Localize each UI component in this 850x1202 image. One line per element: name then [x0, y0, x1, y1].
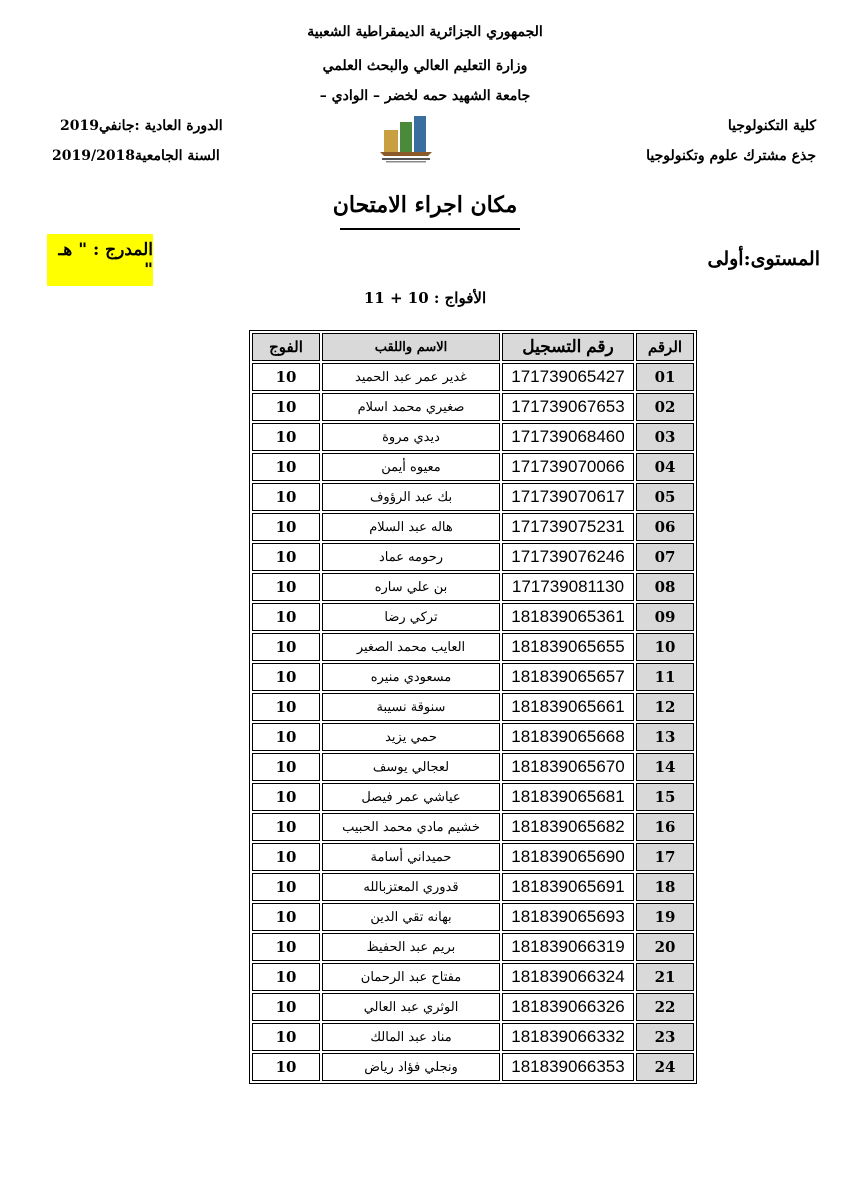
- row-number: 12: [636, 693, 694, 721]
- table-row: [252, 933, 694, 961]
- row-number: 08: [636, 573, 694, 601]
- row-group: 10: [252, 633, 320, 661]
- row-registration: 181839065670: [502, 753, 634, 781]
- header-university: جامعة الشهيد حمه لخضر – الوادي –: [319, 88, 531, 104]
- row-number: 14: [636, 753, 694, 781]
- row-registration: 181839066353: [502, 1053, 634, 1081]
- row-registration: 171739075231: [502, 513, 634, 541]
- header-ministry: وزارة التعليم العالي والبحث العلمي: [322, 58, 528, 74]
- row-group: 10: [252, 723, 320, 751]
- table-row: [252, 363, 694, 391]
- row-name: رحومه عماد: [322, 543, 500, 571]
- row-number: 09: [636, 603, 694, 631]
- row-registration: 181839065690: [502, 843, 634, 871]
- row-registration: 181839066326: [502, 993, 634, 1021]
- header-registration: رقم التسجيل: [502, 333, 634, 361]
- faculty-label: كلية التكنولوجيا: [727, 118, 816, 134]
- row-name: الوثري عبد العالي: [322, 993, 500, 1021]
- row-number: 01: [636, 363, 694, 391]
- table-row: [252, 693, 694, 721]
- row-group: 10: [252, 783, 320, 811]
- row-number: 13: [636, 723, 694, 751]
- row-name: عياشي عمر فيصل: [322, 783, 500, 811]
- row-number: 16: [636, 813, 694, 841]
- row-group: 10: [252, 423, 320, 451]
- row-name: هاله عبد السلام: [322, 513, 500, 541]
- row-name: سنوقة نسيبة: [322, 693, 500, 721]
- table-row: [252, 963, 694, 991]
- row-registration: 181839066324: [502, 963, 634, 991]
- table-row: [252, 843, 694, 871]
- row-group: 10: [252, 663, 320, 691]
- row-number: 02: [636, 393, 694, 421]
- table-row: [252, 993, 694, 1021]
- row-name: قدوري المعتزبالله: [322, 873, 500, 901]
- header-number: الرقم: [636, 333, 694, 361]
- row-registration: 171739065427: [502, 363, 634, 391]
- row-number: 21: [636, 963, 694, 991]
- row-name: بك عبد الرؤوف: [322, 483, 500, 511]
- row-registration: 181839065681: [502, 783, 634, 811]
- row-number: 24: [636, 1053, 694, 1081]
- row-number: 19: [636, 903, 694, 931]
- row-group: 10: [252, 843, 320, 871]
- table-row: [252, 1023, 694, 1051]
- row-number: 20: [636, 933, 694, 961]
- table-row: [252, 663, 694, 691]
- row-registration: 171739081130: [502, 573, 634, 601]
- row-group: 10: [252, 363, 320, 391]
- row-group: 10: [252, 933, 320, 961]
- row-group: 10: [252, 513, 320, 541]
- row-name: معيوه أيمن: [322, 453, 500, 481]
- row-name: صغيري محمد اسلام: [322, 393, 500, 421]
- row-registration: 181839065655: [502, 633, 634, 661]
- row-number: 04: [636, 453, 694, 481]
- row-name: لعجالي يوسف: [322, 753, 500, 781]
- groups-label: الأفواج : 10 + 11: [363, 289, 487, 307]
- row-name: العايب محمد الصغير: [322, 633, 500, 661]
- table-row: [252, 873, 694, 901]
- table-row: [252, 903, 694, 931]
- row-name: غدير عمر عبد الحميد: [322, 363, 500, 391]
- branch-label: جذع مشترك علوم وتكنولوجيا: [646, 148, 816, 164]
- row-group: 10: [252, 603, 320, 631]
- students-table: [249, 330, 697, 1084]
- hall-badge: المدرج : " هـ ": [47, 234, 153, 286]
- row-registration: 171739070066: [502, 453, 634, 481]
- row-number: 10: [636, 633, 694, 661]
- row-group: 10: [252, 813, 320, 841]
- header-group: الفوج: [252, 333, 320, 361]
- row-group: 10: [252, 393, 320, 421]
- row-group: 10: [252, 1023, 320, 1051]
- row-name: حميداني أسامة: [322, 843, 500, 871]
- table-row: [252, 423, 694, 451]
- row-group: 10: [252, 873, 320, 901]
- page-title: مكان اجراء الامتحان: [332, 192, 518, 218]
- row-registration: 181839066319: [502, 933, 634, 961]
- row-number: 03: [636, 423, 694, 451]
- table-row: [252, 483, 694, 511]
- university-logo-icon: [376, 112, 436, 164]
- row-registration: 181839065657: [502, 663, 634, 691]
- row-registration: 171739068460: [502, 423, 634, 451]
- row-number: 05: [636, 483, 694, 511]
- title-underline: [340, 228, 520, 230]
- row-number: 18: [636, 873, 694, 901]
- row-number: 07: [636, 543, 694, 571]
- row-number: 11: [636, 663, 694, 691]
- row-name: خشيم مادي محمد الحبيب: [322, 813, 500, 841]
- row-registration: 181839065691: [502, 873, 634, 901]
- table-row: [252, 603, 694, 631]
- row-name: مفتاح عبد الرحمان: [322, 963, 500, 991]
- row-registration: 181839065361: [502, 603, 634, 631]
- table-row: [252, 513, 694, 541]
- table-row: [252, 723, 694, 751]
- row-name: حمي يزيد: [322, 723, 500, 751]
- row-number: 17: [636, 843, 694, 871]
- row-name: تركي رضا: [322, 603, 500, 631]
- row-group: 10: [252, 1053, 320, 1081]
- row-name: ونجلي فؤاد رياض: [322, 1053, 500, 1081]
- row-registration: 181839066332: [502, 1023, 634, 1051]
- row-name: بن علي ساره: [322, 573, 500, 601]
- table-row: [252, 633, 694, 661]
- table-header-row: [252, 333, 694, 361]
- session-label: الدورة العادية :جانفي2019: [60, 118, 223, 134]
- table-body: [252, 363, 694, 1081]
- academic-year-label: السنة الجامعية2019/2018: [52, 148, 220, 164]
- row-name: بهانه تقي الدين: [322, 903, 500, 931]
- row-group: 10: [252, 903, 320, 931]
- row-group: 10: [252, 573, 320, 601]
- row-name: مناد عبد المالك: [322, 1023, 500, 1051]
- row-registration: 181839065661: [502, 693, 634, 721]
- table-row: [252, 543, 694, 571]
- row-number: 23: [636, 1023, 694, 1051]
- table-row: [252, 1053, 694, 1081]
- row-registration: 181839065693: [502, 903, 634, 931]
- table-row: [252, 453, 694, 481]
- row-registration: 171739076246: [502, 543, 634, 571]
- level-label: المستوى:أولى: [707, 248, 820, 270]
- row-registration: 171739070617: [502, 483, 634, 511]
- table-row: [252, 393, 694, 421]
- row-registration: 171739067653: [502, 393, 634, 421]
- row-group: 10: [252, 483, 320, 511]
- row-number: 22: [636, 993, 694, 1021]
- row-registration: 181839065668: [502, 723, 634, 751]
- row-group: 10: [252, 993, 320, 1021]
- row-group: 10: [252, 543, 320, 571]
- table-row: [252, 783, 694, 811]
- row-registration: 181839065682: [502, 813, 634, 841]
- table-row: [252, 573, 694, 601]
- table-row: [252, 813, 694, 841]
- row-group: 10: [252, 753, 320, 781]
- row-name: بريم عبد الحفيظ: [322, 933, 500, 961]
- row-number: 15: [636, 783, 694, 811]
- header-name: الاسم واللقب: [322, 333, 500, 361]
- row-group: 10: [252, 693, 320, 721]
- row-number: 06: [636, 513, 694, 541]
- row-group: 10: [252, 453, 320, 481]
- header-republic: الجمهوري الجزائرية الديمقراطية الشعبية: [307, 24, 543, 40]
- row-name: مسعودي منيره: [322, 663, 500, 691]
- row-group: 10: [252, 963, 320, 991]
- row-name: ديدي مروة: [322, 423, 500, 451]
- table-row: [252, 753, 694, 781]
